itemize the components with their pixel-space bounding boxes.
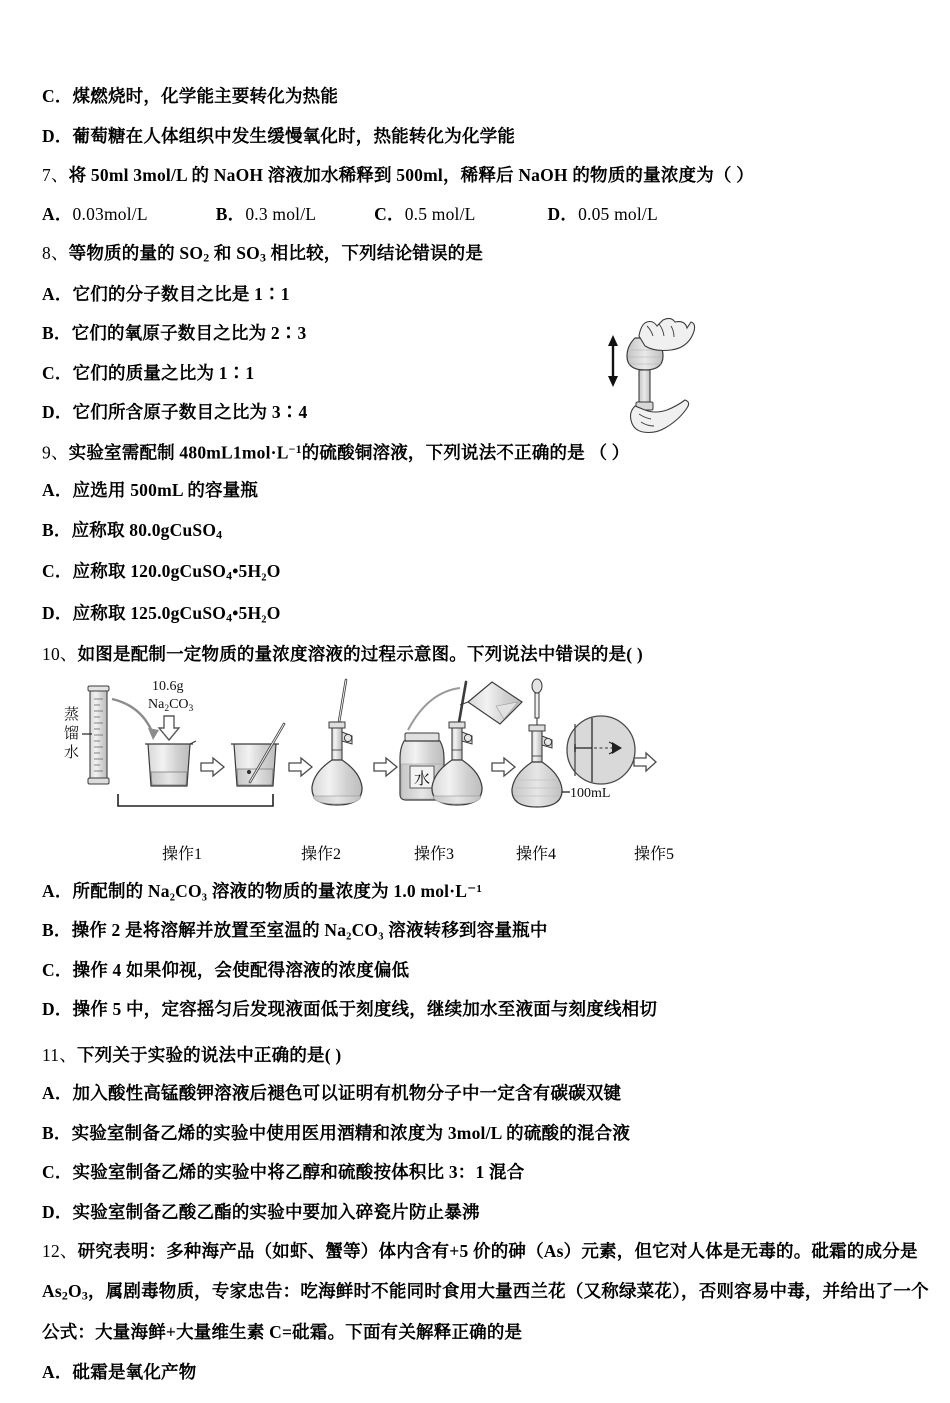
question-number: 10、 <box>42 644 78 665</box>
option-text: 所配制的 Na₂CO₃ 溶液的物质的量浓度为 1.0 mol·L⁻¹ <box>72 880 483 901</box>
process-arrow-icon-3 <box>374 758 397 776</box>
formula-text: O <box>68 1280 82 1301</box>
option-label: D． <box>547 203 579 224</box>
inline-options-row <box>42 203 912 224</box>
option-text: 它们的氧原子数目之比为 2∶3 <box>71 323 307 344</box>
option-row <box>42 362 912 383</box>
option-text-tail: •5H₂O <box>232 602 281 623</box>
option-text: 实验室制备乙烯的实验中将乙醇和硫酸按体积比 3：1 混合 <box>72 1162 525 1183</box>
option-text: 应称取 120.0gCuSO <box>72 561 227 582</box>
formula-superscript: −1 <box>288 441 302 456</box>
option-label: C． <box>42 561 73 582</box>
question-stem <box>42 245 912 265</box>
option-row <box>42 880 912 901</box>
question-number: 12、 <box>42 1241 78 1262</box>
option-label: B． <box>42 1122 72 1143</box>
option-label: D． <box>42 999 73 1020</box>
option-label: B． <box>42 920 72 941</box>
option-row <box>42 519 912 542</box>
operation-label-1: 操作1 <box>162 845 203 863</box>
option-row <box>42 563 912 583</box>
distilled-water-label-char1: 蒸 <box>64 706 80 723</box>
option-row <box>42 482 912 500</box>
option-label: B． <box>42 519 72 540</box>
option-text: 它们的质量之比为 1∶1 <box>72 362 255 383</box>
operation-label-5: 操作5 <box>634 845 675 863</box>
distilled-water-label-char3: 水 <box>64 744 80 761</box>
process-arrow-icon-4 <box>492 758 515 776</box>
option-text: 它们所含原子数目之比为 3∶4 <box>72 402 308 423</box>
option-row <box>42 283 912 304</box>
formula-subscript: 4 <box>226 568 233 583</box>
option-label: A． <box>42 1083 73 1104</box>
beaker-icon-1 <box>145 741 196 786</box>
formula-text: As <box>42 1280 62 1301</box>
option-row <box>42 1164 912 1182</box>
process-arrow-icon-5 <box>634 753 656 771</box>
option-row <box>42 959 912 980</box>
option-row <box>42 1001 912 1019</box>
option-text: 煤燃烧时，化学能主要转化为热能 <box>72 86 339 106</box>
beaker-icon-2 <box>231 724 284 786</box>
question-stem-text: 相比较，下列结论错误的是 <box>266 243 484 263</box>
option-text: 0.05 mol/L <box>578 203 658 224</box>
operation-labels-row <box>56 841 676 869</box>
question-stem-text: 等物质的量的 SO <box>68 243 204 263</box>
option-text: 实验室制备乙酸乙酯的实验中要加入碎瓷片防止暴沸 <box>72 1201 480 1222</box>
volumetric-flask-icon-4 <box>512 679 562 807</box>
option-row <box>42 922 912 940</box>
option-label: C． <box>42 86 73 106</box>
option-text: 它们的分子数目之比是 1∶1 <box>72 283 290 304</box>
option-label: B． <box>42 323 72 344</box>
mass-label: 10.6g <box>152 678 184 694</box>
bottle-label: 水 <box>414 770 431 788</box>
substance-label: $Na_2CO_3$ <box>148 696 194 714</box>
formula-subscript: 3 <box>259 250 267 265</box>
operation-label-2: 操作2 <box>301 845 342 863</box>
option-label: D． <box>42 1201 73 1222</box>
question-stem <box>42 167 912 185</box>
volumetric-flask-icon-2 <box>312 680 362 805</box>
option-text: 操作 5 中，定容摇匀后发现液面低于刻度线，继续加水至液面与刻度线相切 <box>72 999 658 1020</box>
add-solid-arrow-icon <box>159 716 179 740</box>
formula-subscript: 2 <box>203 250 210 265</box>
exam-content <box>42 86 929 1403</box>
question-stem-text: ，属剧毒物质，专家忠告：吃海鲜时不能同时食用大量西兰花（又称绿菜花），否则容易中毒，并给出了一个 <box>87 1280 929 1301</box>
question-number: 8、 <box>42 243 69 263</box>
option-row <box>42 1085 912 1103</box>
option-text: 0.3 mol/L <box>245 203 317 224</box>
option-label: A． <box>42 203 73 224</box>
question-stem-text: 将 50ml 3mol/L 的 NaOH 溶液加水稀释到 500ml，稀释后 NaOH 的物质的量浓度为（ ） <box>68 165 754 185</box>
option-row <box>42 88 912 106</box>
option-row <box>42 602 912 625</box>
formula-subscript: 3 <box>81 1288 88 1303</box>
question-stem <box>42 1241 918 1262</box>
option-text: 葡萄糖在人体组织中发生缓慢氧化时，热能转化为化学能 <box>72 125 516 146</box>
process-arrow-icon-2 <box>289 758 312 776</box>
pouring-beaker-icon <box>460 682 522 724</box>
question-stem-text: 和 SO <box>209 243 260 263</box>
question-stem <box>42 646 912 664</box>
eye-level-reading-magnifier-icon <box>567 716 635 784</box>
option-text: 加入酸性高锰酸钾溶液后褪色可以证明有机物分子中一定含有碳碳双键 <box>72 1083 622 1104</box>
option-label: C． <box>374 203 405 224</box>
option-label: D． <box>42 602 73 623</box>
option-row <box>42 1201 912 1222</box>
option-row <box>42 125 912 146</box>
question-stem-text: 公式：大量海鲜+大量维生素 C=砒霜。下面有关解释正确的是 <box>42 1322 523 1343</box>
question-stem-text: 下列关于实验的说法中正确的是( ) <box>76 1044 342 1065</box>
option-label: A． <box>42 480 73 501</box>
option-text: 0.5 mol/L <box>404 203 476 224</box>
option-row <box>42 404 912 422</box>
distilled-water-label-char2: 馏 <box>64 725 80 742</box>
volume-label: 100mL <box>570 785 611 801</box>
question-number: 11、 <box>42 1044 77 1065</box>
option-text: 应称取 125.0gCuSO <box>72 602 227 623</box>
solution-preparation-process-diagram <box>56 672 676 837</box>
option-label: A． <box>42 283 73 304</box>
question-stem-line2 <box>42 1280 929 1303</box>
option-label: C． <box>42 959 73 980</box>
option-text: 应称取 80.0gCuSO <box>71 519 217 540</box>
formula-subscript: 2 <box>61 1288 69 1303</box>
process-arrow-icon-1 <box>201 758 224 776</box>
option-label: A． <box>42 1361 73 1382</box>
option-text: 操作 4 如果仰视，会使配得溶液的浓度偏低 <box>72 959 410 980</box>
option-text: 0.03mol/L <box>72 203 148 224</box>
graduated-cylinder-icon <box>82 686 109 784</box>
question-stem-text: 实验室需配制 480mL1mol·L <box>68 441 289 462</box>
question-stem-text: 的硫酸铜溶液，下列说法不正确的是 （ ） <box>301 441 630 462</box>
option-text: 操作 2 是将溶解并放置至室温的 Na₂CO₃ 溶液转移到容量瓶中 <box>71 920 548 941</box>
option-text: 实验室制备乙烯的实验中使用医用酒精和浓度为 3mol/L 的硫酸的混合液 <box>71 1122 631 1143</box>
question-number: 9、 <box>42 441 69 462</box>
option-text: 砒霜是氧化产物 <box>72 1361 197 1382</box>
question-stem-text: 研究表明：多种海产品（如虾、蟹等）体内含有+5 价的砷（As）元素，但它对人体是无毒的。砒霜的成分是 <box>77 1241 918 1262</box>
option-label: C． <box>42 1162 73 1183</box>
question-number: 7、 <box>42 165 69 185</box>
question-stem-line3 <box>42 1324 912 1342</box>
option-label: A． <box>42 880 73 901</box>
operation-label-3: 操作3 <box>414 845 455 863</box>
option-row <box>42 325 912 343</box>
formula-subscript: 4 <box>226 610 233 625</box>
option-text-tail: •5H₂O <box>232 561 281 582</box>
question-stem <box>42 441 912 462</box>
option-label: C． <box>42 362 73 383</box>
option-row <box>42 1122 912 1143</box>
operation1-bracket <box>118 794 273 806</box>
option-text: 应选用 500mL 的容量瓶 <box>72 480 259 501</box>
option-label: B． <box>215 203 246 224</box>
question-stem-text: 如图是配制一定物质的量浓度溶液的过程示意图。下列说法中错误的是( ) <box>77 644 643 665</box>
option-label: D． <box>42 402 73 423</box>
operation-label-4: 操作4 <box>516 845 557 863</box>
option-label: D． <box>42 125 73 146</box>
question-stem <box>42 1044 912 1065</box>
option-row <box>42 1361 912 1382</box>
formula-subscript: 4 <box>216 527 223 542</box>
